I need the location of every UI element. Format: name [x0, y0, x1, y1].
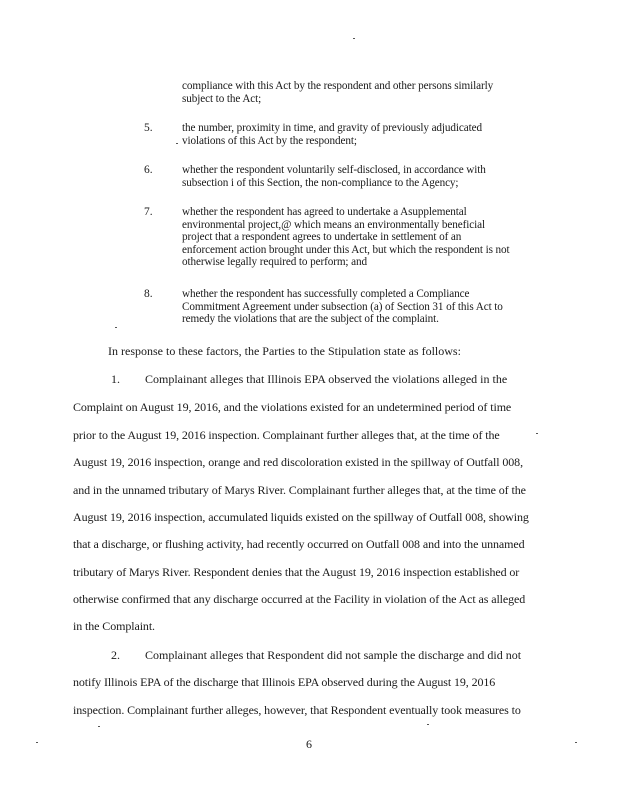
factor-text — [182, 288, 548, 326]
scan-speck — [98, 726, 100, 727]
text-line: Commitment Agreement under subsection (a) of Section 31 of this Act to — [182, 300, 503, 313]
paragraph-1-line: otherwise confirmed that any discharge occurred at the Facility in violation of the Act as alleged — [73, 592, 526, 606]
scan-speck — [575, 742, 577, 743]
factor-number: 7. — [144, 206, 153, 218]
scan-speck — [115, 327, 117, 328]
paragraph-1-first-line: Complainant alleges that Illinois EPA observed the violations alleged in the — [145, 372, 508, 386]
factor-continuation-text — [182, 80, 548, 105]
text-line: subject to the Act; — [182, 92, 262, 105]
factor-number: 5. — [144, 122, 153, 134]
factor-number: 6. — [144, 164, 153, 176]
scan-speck — [176, 143, 178, 144]
scan-speck — [427, 724, 429, 725]
paragraph-1-line: and in the unnamed tributary of Marys River. Complainant further alleges that, at the time of the — [73, 483, 526, 497]
text-line: project that a respondent agrees to undertake in settlement of an — [182, 231, 462, 244]
paragraph-1-line: August 19, 2016 inspection, orange and red discoloration existed in the spillway of Outfall 008, — [73, 455, 523, 469]
paragraph-1-line: tributary of Marys River. Respondent denies that the August 19, 2016 inspection established or — [73, 565, 520, 579]
paragraph-number-1: 1. — [111, 372, 120, 386]
factor-text — [182, 122, 548, 147]
text-line: whether the respondent voluntarily self-disclosed, in accordance with — [182, 164, 486, 176]
paragraph-1-line: August 19, 2016 inspection, accumulated liquids existed on the spillway of Outfall 008, showing — [73, 510, 529, 524]
paragraph-2-line: inspection. Complainant further alleges, however, that Respondent eventually took measures to — [73, 703, 521, 717]
paragraph-1-line: that a discharge, or flushing activity, had recently occurred on Outfall 008 and into the unnamed — [73, 537, 525, 551]
text-line: whether the respondent has successfully completed a Compliance — [182, 288, 470, 300]
text-line: the number, proximity in time, and gravity of previously adjudicated — [182, 122, 483, 134]
factor-text — [182, 164, 548, 189]
text-line: environmental project,@ which means an environmentally beneficial — [182, 218, 485, 231]
scan-speck — [353, 38, 355, 39]
text-line: otherwise legally required to perform; and — [182, 256, 367, 269]
paragraph-2-line: notify Illinois EPA of the discharge that Illinois EPA observed during the August 19, 2016 — [73, 675, 496, 689]
text-line: violations of this Act by the respondent; — [182, 134, 357, 147]
paragraph-1-line: in the Complaint. — [73, 619, 155, 633]
factor-text — [182, 206, 548, 269]
scan-speck — [536, 433, 538, 434]
paragraph-2-first-line: Complainant alleges that Respondent did not sample the discharge and did not — [145, 648, 522, 662]
factor-number: 8. — [144, 288, 153, 300]
text-line: compliance with this Act by the respondent and other persons similarly — [182, 80, 494, 92]
paragraph-number-2: 2. — [111, 648, 120, 662]
paragraph-1-line: Complaint on August 19, 2016, and the violations existed for an undetermined period of time — [73, 400, 512, 414]
text-line: remedy the violations that are the subject of the complaint. — [182, 313, 439, 326]
text-line: whether the respondent has agreed to undertake a Asupplemental — [182, 206, 467, 218]
text-line: subsection i of this Section, the non-compliance to the Agency; — [182, 176, 459, 189]
scan-speck — [36, 742, 38, 743]
page-number: 6 — [306, 737, 312, 751]
paragraph-1-line: prior to the August 19, 2016 inspection. Complainant further alleges that, at the time of the — [73, 428, 500, 442]
text-line: enforcement action brought under this Act, but which the respondent is not — [182, 243, 510, 256]
intro-line: In response to these factors, the Parties to the Stipulation state as follows: — [108, 344, 461, 358]
